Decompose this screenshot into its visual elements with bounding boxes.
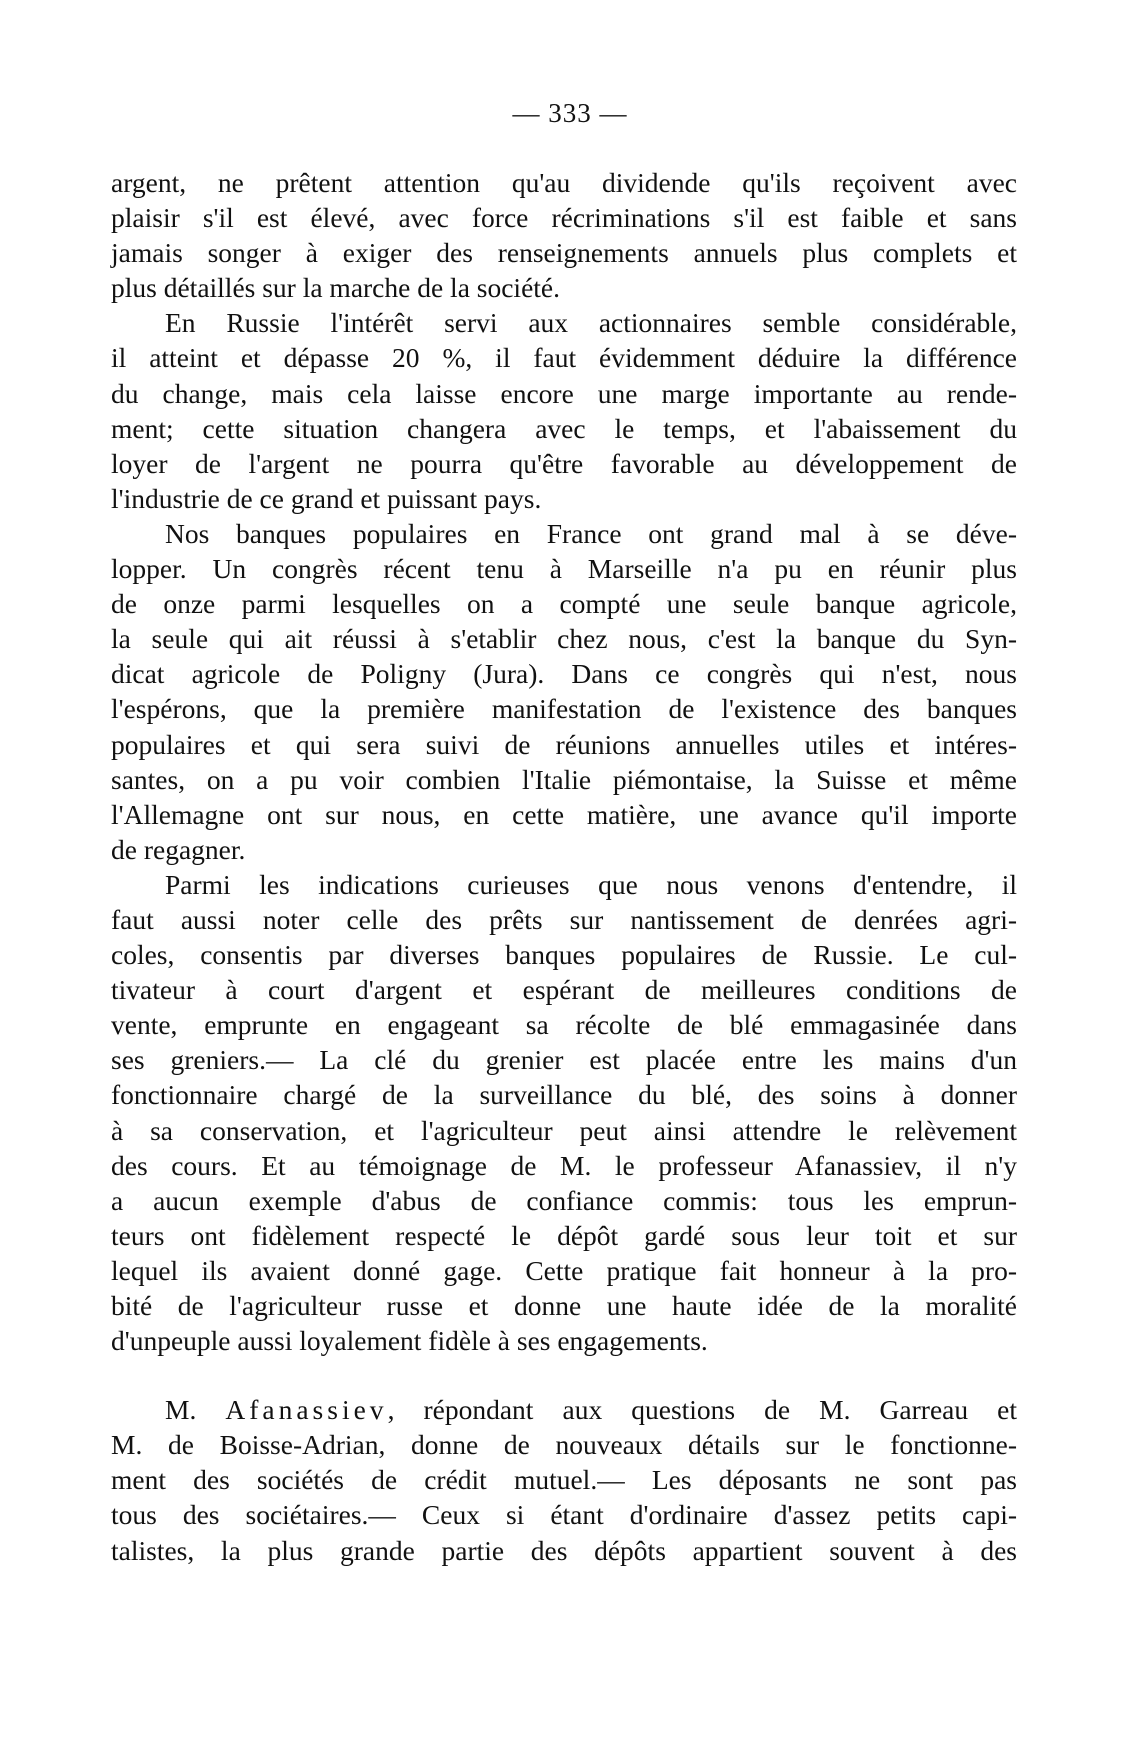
text-line: la seule qui ait réussi à s'etablir chez nous, c'est la banque du Syn-: [111, 623, 1017, 655]
text-line: d'unpeuple aussi loyalement fidèle à ses engagements.: [111, 1325, 708, 1357]
paragraph-5: [111, 1392, 1017, 1567]
paragraph-4: [111, 867, 1017, 1358]
paragraph-3: [111, 516, 1017, 867]
text-line: faut aussi noter celle des prêts sur nantissement de denrées agri-: [111, 903, 1017, 935]
text-line: plaisir s'il est élevé, avec force récriminations s'il est faible et sans: [111, 202, 1017, 234]
text-line: fonctionnaire chargé de la surveillance du blé, des soins à donner: [111, 1079, 1017, 1111]
line-prefix: M.: [165, 1394, 226, 1426]
paragraph-1: [111, 165, 1017, 305]
text-line: argent, ne prêtent attention qu'au dividende qu'ils reçoivent avec: [111, 167, 1017, 198]
text-line: populaires et qui sera suivi de réunions annuelles utiles et intéres-: [111, 728, 1017, 760]
paragraph-2: [111, 305, 1017, 516]
text-line: des cours. Et au témoignage de M. le professeur Afanassiev, il n'y: [111, 1149, 1017, 1181]
paragraph-gap: [111, 1358, 1017, 1392]
text-line: l'Allemagne ont sur nous, en cette matière, une avance qu'il importe: [111, 798, 1017, 830]
text-line: jamais songer à exiger des renseignements annuels plus complets et: [111, 237, 1017, 269]
text-line: tivateur à court d'argent et espérant de meilleures conditions de: [111, 974, 1017, 1006]
body-text: [111, 165, 1017, 1568]
text-line: a aucun exemple d'abus de confiance commis: tous les emprun-: [111, 1184, 1017, 1216]
text-line: lopper. Un congrès récent tenu à Marseille n'a pu en réunir plus: [111, 553, 1017, 585]
page-number: — 333 —: [512, 98, 628, 128]
text-line: teurs ont fidèlement respecté le dépôt gardé sous leur toit et sur: [111, 1219, 1017, 1251]
text-line: santes, on a pu voir combien l'Italie piémontaise, la Suisse et même: [111, 763, 1017, 795]
text-line: loyer de l'argent ne pourra qu'être favorable au développement de: [111, 447, 1017, 479]
text-line: de onze parmi lesquelles on a compté une seule banque agricole,: [111, 588, 1017, 620]
text-line: vente, emprunte en engageant sa récolte de blé emmagasinée dans: [111, 1009, 1017, 1041]
text-line: à sa conservation, et l'agriculteur peut ainsi attendre le relèvement: [111, 1114, 1017, 1146]
text-line: ses greniers.— La clé du grenier est placée entre les mains d'un: [111, 1044, 1017, 1076]
text-line: de regagner.: [111, 833, 246, 865]
text-line: du change, mais cela laisse encore une marge importante au rende-: [111, 377, 1017, 409]
text-line: talistes, la plus grande partie des dépôts appartient souvent à des: [111, 1534, 1017, 1566]
text-line: Nos banques populaires en France ont grand mal à se déve-: [165, 517, 1017, 549]
text-line: ment; cette situation changera avec le temps, et l'abaissement du: [111, 412, 1017, 444]
text-line: Parmi les indications curieuses que nous venons d'entendre, il: [165, 868, 1017, 900]
speaker-name: Afanassiev: [225, 1394, 388, 1426]
text-line: En Russie l'intérêt servi aux actionnaires semble considérable,: [165, 307, 1017, 339]
text-line: ment des sociétés de crédit mutuel.— Les déposants ne sont pas: [111, 1464, 1017, 1496]
text-line: [111, 1392, 1017, 1427]
text-line: dicat agricole de Poligny (Jura). Dans ce congrès qui n'est, nous: [111, 658, 1017, 690]
text-line: coles, consentis par diverses banques populaires de Russie. Le cul-: [111, 939, 1017, 971]
text-line: l'industrie de ce grand et puissant pays.: [111, 482, 542, 514]
text-line: tous des sociétaires.— Ceux si étant d'ordinaire d'assez petits capi-: [111, 1499, 1017, 1531]
text-line: l'espérons, que la première manifestation de l'existence des banques: [111, 693, 1017, 725]
line-rest: , répondant aux questions de M. Garreau et: [387, 1394, 1017, 1426]
text-line: bité de l'agriculteur russe et donne une haute idée de la moralité: [111, 1290, 1017, 1321]
text-line: il atteint et dépasse 20 %, il faut évidemment déduire la différence: [111, 342, 1017, 374]
text-line: M. de Boisse-Adrian, donne de nouveaux détails sur le fonctionne-: [111, 1429, 1017, 1461]
text-line: plus détaillés sur la marche de la société.: [111, 272, 560, 304]
text-line: lequel ils avaient donné gage. Cette pratique fait honneur à la pro-: [111, 1254, 1017, 1286]
